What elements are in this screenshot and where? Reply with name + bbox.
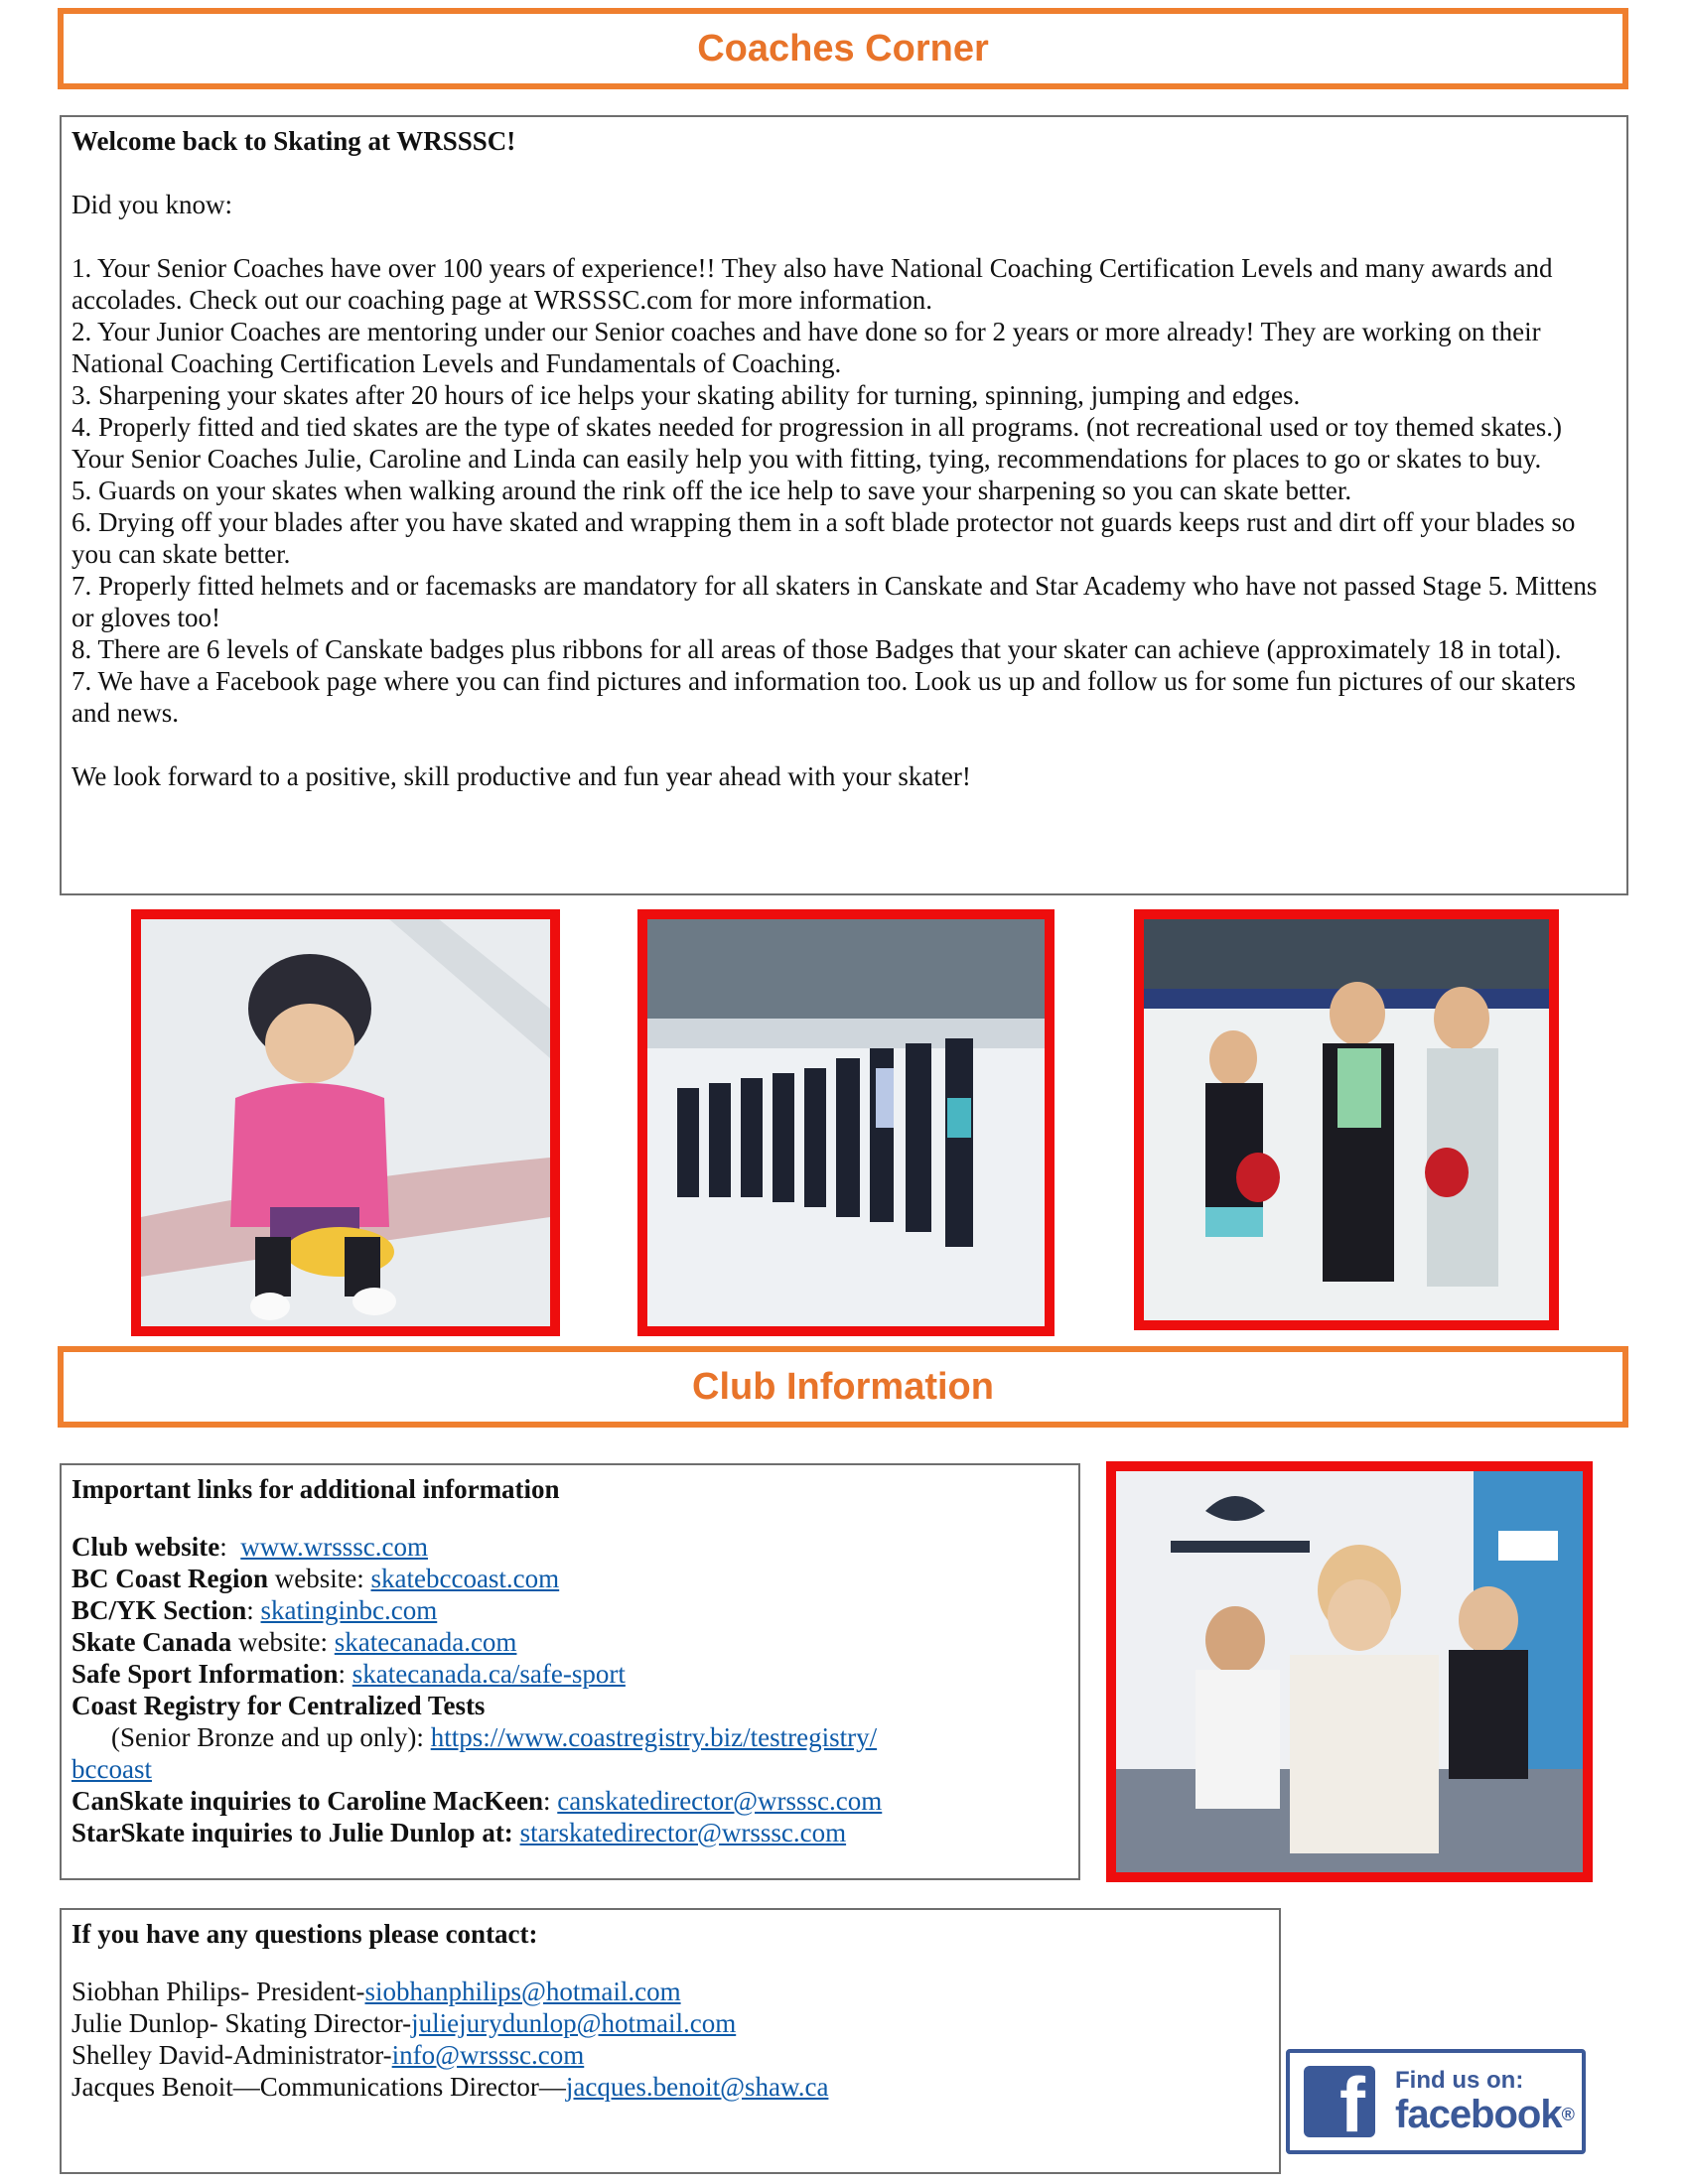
coaches-corner-banner xyxy=(58,8,1628,89)
bc-coast-link[interactable]: skatebccoast.com xyxy=(370,1564,560,1593)
contact-email[interactable]: siobhanphilips@hotmail.com xyxy=(364,1977,681,2006)
facebook-registered-mark: ® xyxy=(1561,2105,1574,2124)
skate-canada-suffix: website: xyxy=(231,1627,335,1657)
club-website-link[interactable]: www.wrsssc.com xyxy=(240,1532,429,1562)
contact-row xyxy=(71,2039,1269,2071)
contact-role: Shelley David-Administrator- xyxy=(71,2040,392,2070)
tip-item-1: 1. Your Senior Coaches have over 100 years of experience!! They also have National Coaching Certification Levels and many awards and accolades. Check out our coaching page at WRSSSC.com for more information. xyxy=(71,253,1553,315)
starskate-link[interactable]: starskatedirector@wrsssc.com xyxy=(519,1818,847,1847)
three-skaters-image xyxy=(1144,919,1549,1320)
facebook-word: facebook xyxy=(1395,2093,1562,2136)
bc-coast-suffix: website: xyxy=(268,1564,371,1593)
contact-email[interactable]: info@wrsssc.com xyxy=(391,2040,585,2070)
canskate-label: CanSkate inquiries to Caroline MacKeen xyxy=(71,1786,543,1816)
registry-note: (Senior Bronze and up only): xyxy=(111,1722,431,1752)
coaches-info-box xyxy=(60,115,1628,895)
contact-row xyxy=(71,2007,1269,2039)
starskate-label: StarSkate inquiries to Julie Dunlop at: xyxy=(71,1818,513,1847)
contact-role: Jacques Benoit—Communications Director— xyxy=(71,2072,566,2102)
contact-role: Siobhan Philips- President- xyxy=(71,1977,365,2006)
bc-coast-row xyxy=(71,1563,1068,1594)
tip-item-4: 4. Properly fitted and tied skates are the type of skates needed for progression in all programs. (not recreational used or toy themed skates.) Your Senior Coaches Julie, Caroline and Linda can easily help you with fitting, tying, recommendations for places to go or skates to buy. xyxy=(71,412,1563,474)
closing-line: We look forward to a positive, skill productive and fun year ahead with your skater! xyxy=(71,761,971,791)
contact-email[interactable]: juliejurydunlop@hotmail.com xyxy=(411,2008,737,2038)
club-website-row: Club website: www.wrsssc.com xyxy=(71,1532,429,1562)
tip-item-6: 6. Drying off your blades after you have skated and wrapping them in a soft blade protector not guards keeps rust and dirt off your blades so you can skate better. xyxy=(71,507,1576,569)
tip-item-9: 7. We have a Facebook page where you can find pictures and information too. Look us up and follow us for some fun pictures of our skaters and news. xyxy=(71,666,1576,728)
photo-skate-canada-event xyxy=(1106,1461,1593,1882)
tip-item-5: 5. Guards on your skates when walking around the rink off the ice help to save your sharpening so you can skate better. xyxy=(71,476,1352,505)
bcyk-row: BC/YK Section: skatinginbc.com xyxy=(71,1595,438,1625)
registry-row-2 xyxy=(71,1753,1068,1785)
photo-three-skaters xyxy=(1134,909,1559,1330)
tip-item-8: 8. There are 6 levels of Canskate badges plus ribbons for all areas of those Badges that your skater can achieve (approximately 18 in total). xyxy=(71,634,1562,664)
young-skater-image xyxy=(141,919,550,1326)
facebook-wordmark xyxy=(1395,2094,1574,2135)
canskate-link[interactable]: canskatedirector@wrsssc.com xyxy=(557,1786,883,1816)
facebook-text xyxy=(1395,2068,1574,2135)
skate-canada-row xyxy=(71,1626,1068,1658)
tip-item-3: 3. Sharpening your skates after 20 hours of ice helps your skating ability for turning, spinning, jumping and edges. xyxy=(71,380,1301,410)
bcyk-label: BC/YK Section xyxy=(71,1595,247,1625)
club-information-heading: Club Information xyxy=(692,1365,994,1408)
registry-row xyxy=(71,1721,1068,1753)
tip-item-2: 2. Your Junior Coaches are mentoring under our Senior coaches and have done so for 2 years or more already! They are working on their National Coaching Certification Levels and Fundamentals of Coaching. xyxy=(71,317,1541,378)
tip-item-7: 7. Properly fitted helmets and or facemasks are mandatory for all skaters in Canskate and Star Academy who have not passed Stage 5. Mittens or gloves too! xyxy=(71,571,1598,632)
did-you-know: Did you know: xyxy=(71,190,232,219)
club-website-label: Club website xyxy=(71,1532,220,1562)
facebook-badge[interactable] xyxy=(1286,2049,1586,2154)
contact-row xyxy=(71,2071,1269,2103)
contact-row xyxy=(71,1976,1269,2007)
canskate-row: CanSkate inquiries to Caroline MacKeen: canskatedirector@wrsssc.com xyxy=(71,1786,883,1816)
club-information-banner xyxy=(58,1346,1628,1428)
club-links-box xyxy=(60,1463,1080,1880)
photo-skaters-line xyxy=(637,909,1055,1336)
contact-role: Julie Dunlop- Skating Director- xyxy=(71,2008,412,2038)
contacts-box xyxy=(60,1908,1281,2174)
skate-canada-label: Skate Canada xyxy=(71,1627,232,1657)
bcyk-link[interactable]: skatinginbc.com xyxy=(260,1595,438,1625)
skate-canada-link[interactable]: skatecanada.com xyxy=(334,1627,517,1657)
safe-sport-row: Safe Sport Information: skatecanada.ca/safe-sport xyxy=(71,1659,626,1689)
contact-email[interactable]: jacques.benoit@shaw.ca xyxy=(565,2072,829,2102)
registry-label: Coast Registry for Centralized Tests xyxy=(71,1691,486,1720)
bc-coast-label: BC Coast Region xyxy=(71,1564,269,1593)
contacts-title: If you have any questions please contact: xyxy=(71,1919,538,1949)
facebook-find-us: Find us on: xyxy=(1395,2067,1524,2094)
registry-link-cont[interactable]: bccoast xyxy=(71,1754,152,1784)
safe-sport-label: Safe Sport Information xyxy=(71,1659,339,1689)
safe-sport-link[interactable]: skatecanada.ca/safe-sport xyxy=(352,1659,626,1689)
skate-canada-event-image xyxy=(1116,1471,1583,1872)
starskate-row xyxy=(71,1817,1068,1848)
registry-link[interactable]: https://www.coastregistry.biz/testregistry/ xyxy=(430,1722,878,1752)
links-title: Important links for additional information xyxy=(71,1474,560,1504)
coaches-corner-heading: Coaches Corner xyxy=(697,27,989,69)
facebook-icon xyxy=(1304,2066,1375,2137)
facebook-glyph: f xyxy=(1339,2066,1365,2137)
welcome-line: Welcome back to Skating at WRSSSC! xyxy=(71,126,516,156)
skaters-line-image xyxy=(647,919,1045,1326)
photo-young-skater xyxy=(131,909,560,1336)
